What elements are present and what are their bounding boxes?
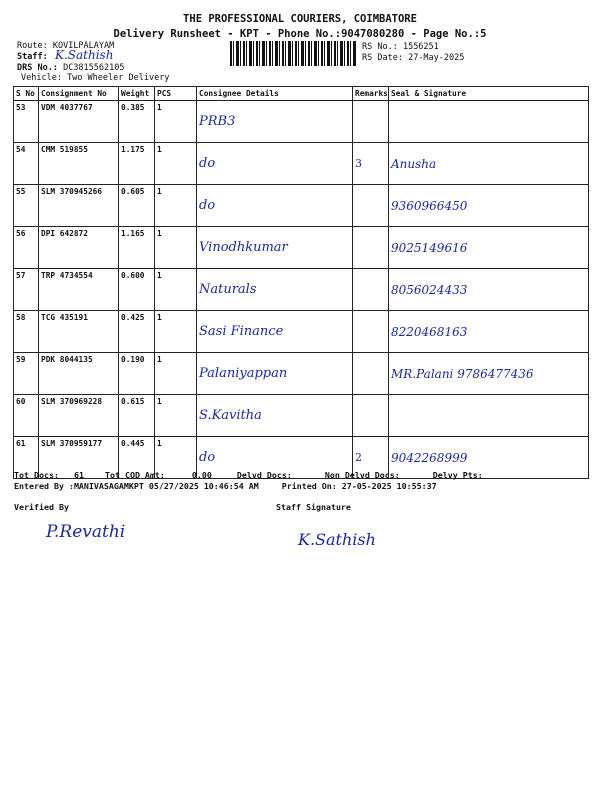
sno-cell: 58 <box>14 311 39 353</box>
route-value: KOVILPALAYAM <box>52 41 115 51</box>
table-row <box>14 101 589 143</box>
tot-cod-value: 0.00 <box>191 470 212 480</box>
table-row <box>14 143 589 185</box>
rs-no-value: 1556251 <box>402 42 439 52</box>
consignment-cell: SLM 370969228 <box>39 395 119 437</box>
tot-docs-label: Tot Docs: <box>14 470 59 480</box>
weight-cell: 0.600 <box>119 269 155 311</box>
drs-line <box>17 63 125 73</box>
consignee-cell: do <box>197 143 353 185</box>
col-header: PCS <box>155 87 197 101</box>
weight-cell: 0.385 <box>119 101 155 143</box>
rs-date-label: RS Date: <box>362 53 403 63</box>
seal-signature-cell: 9360966450 <box>389 185 589 227</box>
totals-line <box>14 470 483 480</box>
staff-handwritten: K.Sathish <box>55 48 114 62</box>
verified-by-label: Verified By <box>14 502 69 512</box>
seal-signature-cell: 9025149616 <box>389 227 589 269</box>
staff-signature-label: Staff Signature <box>276 502 351 512</box>
company-title: THE PROFESSIONAL COURIERS, COIMBATORE <box>183 13 417 25</box>
barcode <box>230 41 356 66</box>
weight-cell: 0.615 <box>119 395 155 437</box>
sno-cell: 61 <box>14 437 39 479</box>
remarks-cell <box>353 101 389 143</box>
pcs-cell: 1 <box>155 437 197 479</box>
consignment-cell: SLM 370945266 <box>39 185 119 227</box>
consignment-cell: PDK 8044135 <box>39 353 119 395</box>
remarks-cell <box>353 395 389 437</box>
consignment-cell: SLM 370959177 <box>39 437 119 479</box>
consignment-cell: CMM 519855 <box>39 143 119 185</box>
consignee-cell: S.Kavitha <box>197 395 353 437</box>
weight-cell: 0.445 <box>119 437 155 479</box>
delvy-pts-label: Delvy Pts: <box>432 470 483 480</box>
col-header: Consignee Details <box>197 87 353 101</box>
consignee-cell: do <box>197 185 353 227</box>
table-row <box>14 395 589 437</box>
seal-signature-cell <box>389 101 589 143</box>
remarks-cell <box>353 269 389 311</box>
sno-cell: 54 <box>14 143 39 185</box>
seal-signature-cell: 8220468163 <box>389 311 589 353</box>
pcs-cell: 1 <box>155 143 197 185</box>
seal-signature-cell: Anusha <box>389 143 589 185</box>
table-row <box>14 269 589 311</box>
seal-signature-cell: MR.Palani 9786477436 <box>389 353 589 395</box>
consignee-cell: Vinodhkumar <box>197 227 353 269</box>
remarks-cell <box>353 185 389 227</box>
col-header: Remarks <box>353 87 389 101</box>
rs-date-line <box>362 53 464 63</box>
staff-signature: K.Sathish <box>298 530 376 549</box>
consignee-cell: Naturals <box>197 269 353 311</box>
consignee-cell: do <box>197 437 353 479</box>
consignee-cell: PRB3 <box>197 101 353 143</box>
sno-cell: 59 <box>14 353 39 395</box>
staff-line <box>17 52 48 62</box>
weight-cell: 0.425 <box>119 311 155 353</box>
consignment-cell: TRP 4734554 <box>39 269 119 311</box>
table-row <box>14 185 589 227</box>
col-header: Weight <box>119 87 155 101</box>
pcs-cell: 1 <box>155 227 197 269</box>
consignment-cell: TCG 435191 <box>39 311 119 353</box>
route-label: Route: <box>17 41 48 51</box>
vehicle-label: Vehicle: <box>21 73 62 83</box>
table-row <box>14 353 589 395</box>
pcs-cell: 1 <box>155 269 197 311</box>
consignee-cell: Palaniyappan <box>197 353 353 395</box>
staff-label: Staff: <box>17 52 48 62</box>
col-header: Seal & Signature <box>389 87 589 101</box>
weight-cell: 1.165 <box>119 227 155 269</box>
remarks-cell: 2 <box>353 437 389 479</box>
remarks-cell <box>353 353 389 395</box>
pcs-cell: 1 <box>155 353 197 395</box>
sno-cell: 53 <box>14 101 39 143</box>
entered-by: Entered By :MANIVASAGAMKPT 05/27/2025 10:46:54 AM <box>14 481 259 491</box>
sno-cell: 60 <box>14 395 39 437</box>
pcs-cell: 1 <box>155 185 197 227</box>
table-header-row <box>14 87 589 101</box>
col-header: S No <box>14 87 39 101</box>
seal-signature-cell: 9042268999 <box>389 437 589 479</box>
delvd-docs-label: Delvd Docs: <box>236 470 292 480</box>
sno-cell: 57 <box>14 269 39 311</box>
pcs-cell: 1 <box>155 101 197 143</box>
remarks-cell <box>353 227 389 269</box>
runsheet-table <box>13 86 589 479</box>
sno-cell: 55 <box>14 185 39 227</box>
consignment-cell: DPI 642872 <box>39 227 119 269</box>
vehicle-line <box>21 73 169 83</box>
remarks-cell: 3 <box>353 143 389 185</box>
drs-value: DC3815562105 <box>63 63 125 73</box>
remarks-cell <box>353 311 389 353</box>
table-row <box>14 227 589 269</box>
verified-signature: P.Revathi <box>46 522 126 542</box>
weight-cell: 1.175 <box>119 143 155 185</box>
runsheet-subtitle: Delivery Runsheet - KPT - Phone No.:9047080280 - Page No.:5 <box>113 28 487 40</box>
weight-cell: 0.605 <box>119 185 155 227</box>
printed-on: Printed On: 27-05-2025 10:55:37 <box>281 481 437 491</box>
entry-line <box>14 481 437 491</box>
rs-no-label: RS No.: <box>362 42 398 52</box>
rs-no-line <box>362 42 439 52</box>
seal-signature-cell: 8056024433 <box>389 269 589 311</box>
consignee-cell: Sasi Finance <box>197 311 353 353</box>
tot-cod-label: Tot COD Amt: <box>104 470 165 480</box>
consignment-cell: VDM 4037767 <box>39 101 119 143</box>
col-header: Consignment No <box>39 87 119 101</box>
non-delvd-label: Non Delvd Docs: <box>324 470 400 480</box>
seal-signature-cell <box>389 395 589 437</box>
pcs-cell: 1 <box>155 395 197 437</box>
drs-label: DRS No.: <box>17 63 58 73</box>
weight-cell: 0.190 <box>119 353 155 395</box>
vehicle-value: Two Wheeler Delivery <box>67 73 170 83</box>
pcs-cell: 1 <box>155 311 197 353</box>
tot-docs-value: 61 <box>73 470 84 480</box>
sno-cell: 56 <box>14 227 39 269</box>
table-row <box>14 311 589 353</box>
rs-date-value: 27-May-2025 <box>408 53 465 63</box>
